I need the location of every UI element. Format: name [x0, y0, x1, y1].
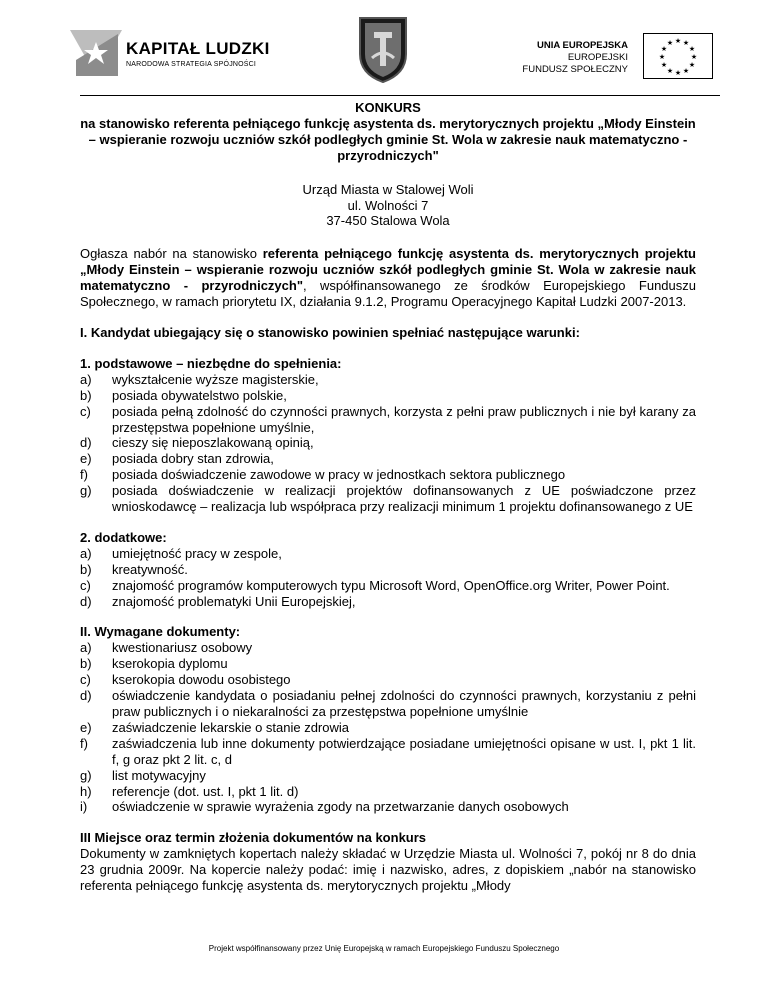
list-item [80, 372, 696, 388]
list-item-text: referencje (dot. ust. I, pkt 1 lit. d) [112, 783, 299, 799]
list-item [80, 594, 696, 610]
list-item-text: posiada dobry stan zdrowia, [112, 451, 274, 467]
list-item-text: posiada pełną zdolność do czynności prawnych, korzysta z pełni praw publicznych i nie był karany za przestępstwa popełnione umyślnie, [112, 403, 696, 435]
svg-text:★: ★ [690, 53, 698, 61]
section-1-additional-heading: 2. dodatkowe: [80, 529, 167, 545]
svg-text:★: ★ [660, 45, 668, 53]
kapital-ludzki-emblem-icon [66, 24, 128, 82]
section-1-heading: I. Kandydat ubiegający się o stanowisko powinien spełniać następujące warunki: [80, 324, 580, 340]
list-item-label: c) [80, 577, 91, 593]
list-item [80, 578, 696, 594]
list-item-label: d) [80, 435, 92, 451]
list-item-label: c) [80, 403, 91, 419]
basic-requirements-list [80, 372, 696, 515]
list-item-label: b) [80, 387, 92, 403]
section-1 [80, 325, 696, 341]
list-item-label: a) [80, 371, 92, 387]
list-item-text: kwestionariusz osobowy [112, 640, 253, 656]
list-item-text: umiejętność pracy w zespole, [112, 545, 282, 561]
list-item-label: c) [80, 672, 91, 688]
address-line-1: Urząd Miasta w Stalowej Woli [302, 181, 474, 197]
svg-text:★: ★ [674, 69, 682, 77]
list-item-label: d) [80, 593, 92, 609]
intro-part-1: Ogłasza nabór na stanowisko [80, 246, 263, 262]
list-item [80, 768, 696, 784]
list-item [80, 672, 696, 688]
list-item-text: list motywacyjny [112, 767, 206, 783]
section-2-heading: II. Wymagane dokumenty: [80, 624, 241, 640]
document-body [80, 100, 696, 894]
list-item-label: f) [80, 467, 88, 483]
list-item-label: d) [80, 688, 92, 704]
document-title [80, 100, 696, 164]
section-1-basic [80, 356, 696, 515]
list-item-text: znajomość problematyki Unii Europejskiej, [112, 593, 356, 609]
list-item-text: oświadczenie kandydata o posiadaniu pełnej zdolności do czynności prawnych, korzystaniu z pełni praw publicznych i o niekaralności za przestępstwa popełnione umyślnie [112, 688, 696, 719]
list-item-text: posiada doświadczenie zawodowe w pracy w jednostkach sektora publicznego [112, 467, 566, 483]
list-item-text: znajomość programów komputerowych typu Microsoft Word, OpenOffice.org Writer, Power Point. [112, 577, 670, 593]
list-item-text: oświadczenie w sprawie wyrażenia zgody na przetwarzanie danych osobowych [112, 799, 569, 815]
eu-flag-icon [643, 33, 713, 79]
list-item [80, 546, 696, 562]
list-item-text: posiada doświadczenie w realizacji projektów dofinansowanych z UE poświadczone przez wnioskodawcę – realizacja lub współpraca przy realizacji minimum 1 projektu dofinansowanego z UE [112, 483, 696, 515]
list-item [80, 451, 696, 467]
svg-text:★: ★ [674, 37, 682, 45]
list-item-text: zaświadczenie lekarskie o stanie zdrowia [112, 719, 350, 735]
list-item-text: wykształcenie wyższe magisterskie, [112, 371, 319, 387]
list-item-text: kserokopia dyplomu [112, 656, 228, 672]
list-item [80, 720, 696, 736]
list-item-label: a) [80, 640, 92, 656]
list-item [80, 435, 696, 451]
list-item [80, 467, 696, 483]
list-item [80, 640, 696, 656]
list-item-label: i) [80, 799, 88, 815]
list-item-label: a) [80, 545, 92, 561]
section-3-heading: III Miejsce oraz termin złożenia dokumentów na konkurs [80, 830, 427, 846]
list-item [80, 688, 696, 720]
required-documents-list [80, 640, 696, 815]
section-1-basic-heading: 1. podstawowe – niezbędne do spełnienia: [80, 355, 342, 371]
list-item-label: f) [80, 735, 88, 751]
list-item [80, 736, 696, 768]
svg-text:★: ★ [666, 67, 674, 75]
list-item [80, 656, 696, 672]
eu-line-3: FUNDUSZ SPOŁECZNY [522, 64, 628, 75]
list-item [80, 404, 696, 436]
section-3-text: Dokumenty w zamkniętych kopertach należy składać w Urzędzie Miasta ul. Wolności 7, pokój nr 8 do dnia 23 grudnia 2009r. Na kopercie należy podać: imię i nazwisko, adres, z dopiskiem „nabór na stanowisko referenta pełniącego funkcję asystenta ds. merytorycznych projektu „Młody [80, 846, 696, 894]
list-item-label: h) [80, 783, 92, 799]
svg-text:★: ★ [688, 61, 696, 69]
section-2 [80, 624, 696, 815]
list-item-text: kserokopia dowodu osobistego [112, 672, 291, 688]
list-item-text: cieszy się nieposzlakowaną opinią, [112, 435, 314, 451]
svg-text:★: ★ [682, 39, 690, 47]
kapital-ludzki-title: KAPITAŁ LUDZKI [126, 39, 270, 58]
list-item [80, 388, 696, 404]
intro-position-bold: referenta pełniącego funkcję asystenta ds. merytorycznych projektu „Młody Einstein – wspieranie rozwoju uczniów szkół podległych gminie St. Wola w zakresie nauk matematyczno - przyrodniczych" [80, 246, 697, 294]
header-divider [80, 95, 720, 96]
eu-line-2: EUROPEJSKI [567, 52, 628, 63]
additional-requirements-list [80, 546, 696, 610]
office-address [80, 182, 696, 230]
list-item-text: posiada obywatelstwo polskie, [112, 387, 287, 403]
eu-line-1: UNIA EUROPEJSKA [537, 40, 628, 51]
list-item [80, 784, 696, 800]
list-item-label: b) [80, 561, 92, 577]
address-line-3: 37-450 Stalowa Wola [326, 213, 450, 229]
list-item-text: kreatywność. [112, 561, 188, 577]
kapital-ludzki-subtitle: NARODOWA STRATEGIA SPÓJNOŚCI [126, 61, 257, 68]
list-item-label: g) [80, 767, 92, 783]
list-item-label: g) [80, 483, 92, 499]
konkurs-title-text: na stanowisko referenta pełniącego funkcję asystenta ds. merytorycznych projektu „Młody Einstein – wspieranie rozwoju uczniów szkół podległych gminie St. Wola w zakresie nauk matematyczno - przyrodniczych" [80, 115, 696, 163]
list-item-label: e) [80, 719, 92, 735]
address-line-2: ul. Wolności 7 [347, 197, 429, 213]
konkurs-heading: KONKURS [355, 100, 421, 115]
list-item [80, 562, 696, 578]
intro-paragraph [80, 246, 696, 310]
city-crest-icon [356, 14, 410, 84]
list-item-label: b) [80, 656, 92, 672]
page-header [0, 0, 768, 96]
section-1-additional [80, 530, 696, 610]
list-item-label: e) [80, 451, 92, 467]
list-item [80, 799, 696, 815]
svg-text:★: ★ [658, 53, 666, 61]
eu-fund-label [498, 40, 628, 76]
kapital-ludzki-logo [66, 24, 270, 84]
page-footer: Projekt współfinansowany przez Unię Europejską w ramach Europejskiego Funduszu Społecznego [208, 944, 560, 953]
svg-text:★: ★ [688, 45, 696, 53]
svg-text:★: ★ [660, 61, 668, 69]
list-item [80, 483, 696, 515]
svg-text:★: ★ [682, 67, 690, 75]
svg-text:★: ★ [666, 39, 674, 47]
section-3 [80, 830, 696, 894]
list-item-text: zaświadczenia lub inne dokumenty potwierdzające posiadane umiejętności opisane w ust. I, pkt 1 lit. f, g oraz pkt 2 lit. c, d [112, 735, 696, 767]
intro-part-2: , współfinansowanego ze środków Europejskiego Funduszu Społecznego, w ramach priorytetu IX, działania 9.1.2, Programu Operacyjnego Kapitał Ludzki 2007-2013. [80, 278, 696, 310]
